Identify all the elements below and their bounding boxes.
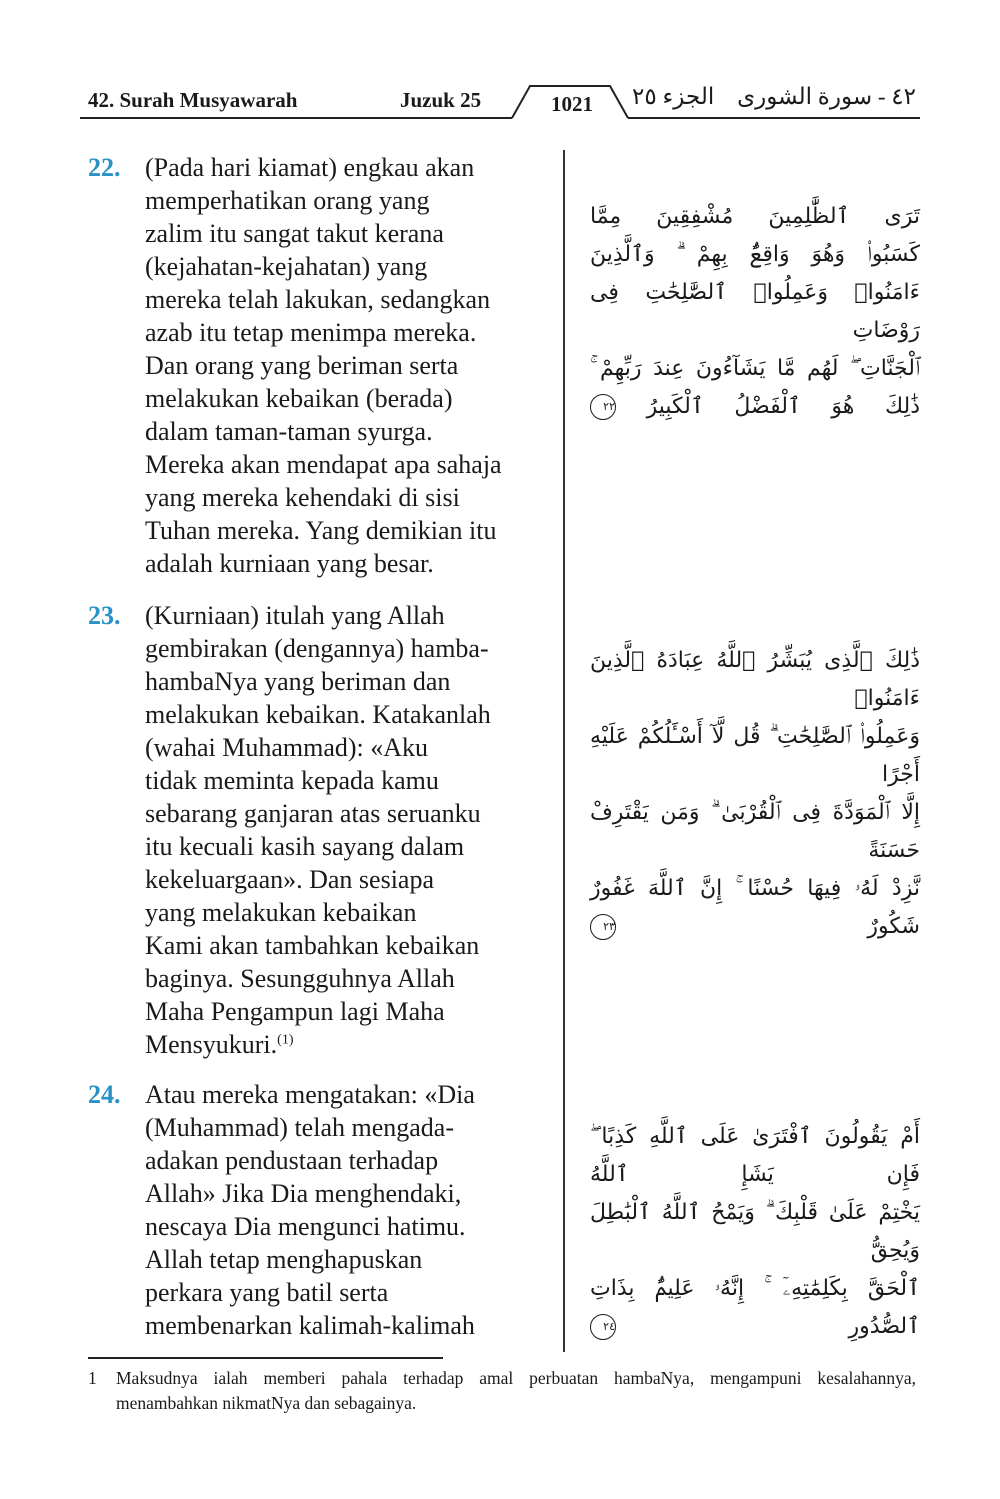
ayah-end-marker: ٢٢ [590, 394, 616, 420]
surah-title: 42. Surah Musyawarah [88, 88, 298, 112]
verse-text [145, 599, 565, 1061]
juz-label-arabic: الجزء ٢٥ [632, 84, 715, 109]
page-header [80, 80, 920, 130]
footnote-rule [88, 1357, 443, 1359]
page-number: 1021 [551, 92, 593, 116]
footnote-number: 1 [88, 1368, 97, 1388]
surah-title-arabic: ٤٢ - سورة الشورى [737, 84, 916, 109]
verse-23-arabic [590, 604, 920, 946]
ayah-end-marker: ٢٤ [590, 1314, 616, 1340]
arabic-text: ذَٰلِكَ ٱلَّذِى يُبَشِّرُ ٱللَّهُ عِبَادَهُ ٱلَّذِينَ ءَامَنُوا۟ وَعَمِلُوا۟ ٱلصَّٰلِحَٰتِ ۗ قُل لَّآ أَسْـَٔلُكُمْ عَلَيْهِ أَجْرًا إِلَّا ٱلْمَوَدَّةَ فِى ٱلْقُرْبَىٰ ۗ وَمَن يَقْتَرِفْ حَسَنَةً نَّزِدْ لَهُۥ فِيهَا حُسْنًا ۚ إِنَّ ٱللَّهَ غَفُورٌ شَكُورٌ [590, 648, 920, 939]
verse-23-translation [88, 599, 558, 1069]
arabic-text: أَمْ يَقُولُونَ ٱفْتَرَىٰ عَلَى ٱللَّهِ كَذِبًا ۖ فَإِن يَشَإِ ٱللَّهُ يَخْتِمْ عَلَىٰ قَلْبِكَ ۗ وَيَمْحُ ٱللَّهُ ٱلْبَٰطِلَ وَيُحِقُّ ٱلْحَقَّ بِكَلِمَٰتِهِۦٓ ۚ إِنَّهُۥ عَلِيمٌۢ بِذَاتِ ٱلصُّدُورِ [590, 1124, 920, 1339]
verse-22-arabic [590, 160, 920, 426]
verse-24-arabic [590, 1080, 920, 1346]
verse-text: (Pada hari kiamat) engkau akan memperhatikan orang yang zalim itu sangat takut kerana (kejahatan-kejahatan) yang mereka telah lakukan, sedangkan azab itu tetap menimpa mereka. Dan orang yang beriman serta melakukan kebaikan (berada) dalam taman-taman syurga. Mereka akan mendapat apa sahaja yang mereka kehendaki di sisi Tuhan mereka. Yang demikian itu adalah kurniaan yang besar. [145, 153, 502, 578]
verse-text-body: (Kurniaan) itulah yang Allah gembirakan (dengannya) hamba- hambaNya yang beriman dan melakukan kebaikan. Katakanlah (wahai Muhammad): «Aku tidak meminta kepada kamu sebarang ganjaran atas seruanku itu kecuali kasih sayang dalam kekeluargaan». Dan sesiapa yang melakukan kebaikan Kami akan tambahkan kebaikan baginya. Sesungguhnya Allah Maha Pengampun lagi Maha Mensyukuri. [145, 601, 491, 1059]
footnote-marker: (1) [277, 1032, 294, 1048]
verse-24-translation [88, 1078, 558, 1348]
verse-text: Atau mereka mengatakan: «Dia (Muhammad) telah mengada- adakan pendustaan terhadap Allah» Jika Dia menghendaki, nescaya Dia mengunci hatimu. Allah tetap menghapuskan perkara yang batil serta membenarkan kalimah-kalimah [145, 1080, 475, 1340]
verse-number: 22. [88, 153, 121, 182]
juz-label: Juzuk 25 [400, 88, 482, 112]
footnote-text: Maksudnya ialah memberi pahala terhadap amal perbuatan hambaNya, mengampuni kesalahannya, menambahkan nikmatNya dan sebagainya. [116, 1368, 916, 1413]
verse-number: 24. [88, 1080, 121, 1109]
arabic-text: تَرَى ٱلظَّٰلِمِينَ مُشْفِقِينَ مِمَّا كَسَبُوا۟ وَهُوَ وَاقِعٌۢ بِهِمْ ۗ وَٱلَّذِينَ ءَامَنُوا۟ وَعَمِلُوا۟ ٱلصَّٰلِحَٰتِ فِى رَوْضَاتِ ٱلْجَنَّاتِ ۖ لَهُم مَّا يَشَآءُونَ عِندَ رَبِّهِمْ ۚ ذَٰلِكَ هُوَ ٱلْفَضْلُ ٱلْكَبِيرُ [590, 204, 920, 419]
ayah-end-marker: ٢٣ [590, 914, 616, 940]
verse-number: 23. [88, 601, 121, 630]
verse-22-translation [88, 151, 558, 581]
